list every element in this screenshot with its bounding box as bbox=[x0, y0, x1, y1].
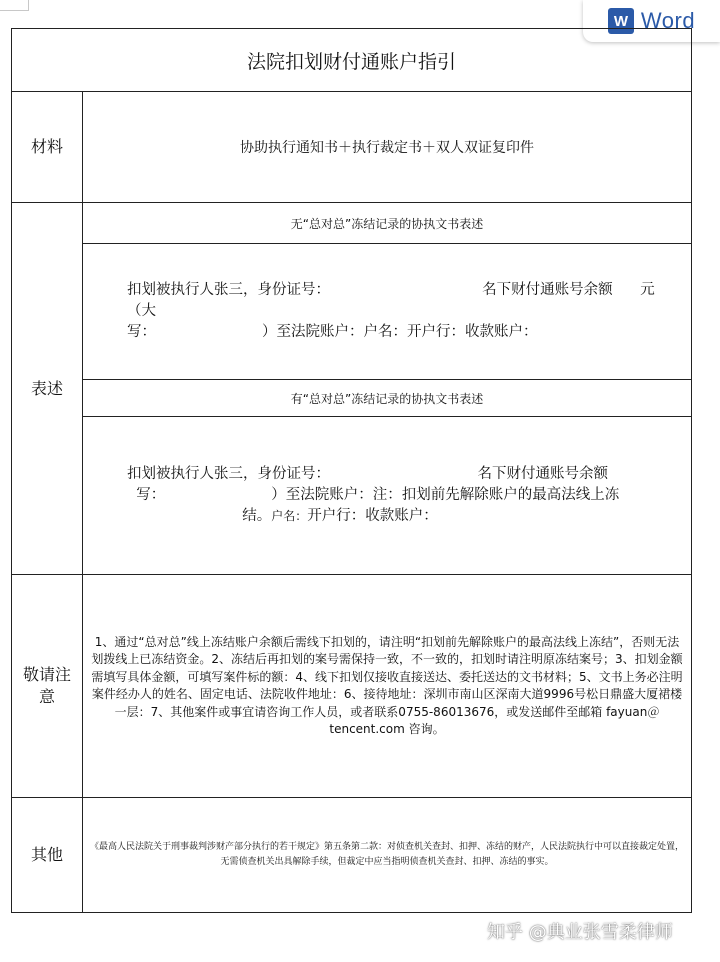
notes-content: 1、通过“总对总”线上冻结账户余额后需线下扣划的，请注明“扣划前先解除账户的最高法线上冻结”，否则无法划拨线上已冻结资金。2、冻结后再扣划的案号需保持一致，不一致的，扣划时请注明原冻结案号；3、扣划金额需填写具体金额，可填写案件标的额：4、线下扣划仅接收直接送达、委托送达的文书材料；5、文书上务必注明案件经办人的姓名、固定电话、法院收件地址：6、接待地址：深圳市南山区深南大道9996号松日鼎盛大厦裙楼一层：7、其他案件或事宜请咨询工作人员，或者联系0755-86013676，或发送邮件至邮箱 fayuan＠tencent.com 咨询。 bbox=[83, 575, 692, 798]
no-freeze-statement bbox=[83, 244, 692, 380]
watermark-text: 知乎 @典业张雪柔律师 bbox=[487, 922, 673, 943]
no-freeze-part3: 元（大 bbox=[127, 282, 655, 319]
materials-label: 材料 bbox=[12, 92, 83, 203]
guide-table bbox=[11, 28, 692, 913]
other-label: 其他 bbox=[12, 798, 83, 913]
freeze-part4: ）至法院账户：注：扣划前先解除账户的最高法线上冻 bbox=[271, 487, 620, 503]
statement-label: 表述 bbox=[12, 203, 83, 575]
no-freeze-heading: 无“总对总”冻结记录的协执文书表述 bbox=[83, 203, 692, 244]
freeze-part6: 户名： bbox=[271, 509, 308, 523]
freeze-statement bbox=[83, 417, 692, 575]
word-app-name: Word bbox=[640, 8, 696, 33]
no-freeze-part5: ）至法院账户：户名：开户行：收款账户： bbox=[262, 324, 538, 340]
freeze-part5: 结。 bbox=[242, 508, 272, 524]
freeze-heading: 有“总对总”冻结记录的协执文书表述 bbox=[83, 380, 692, 417]
freeze-part3: 写： bbox=[136, 487, 166, 503]
word-logo-icon: W bbox=[608, 8, 634, 34]
page-corner-mark bbox=[0, 0, 29, 11]
no-freeze-part4: 写： bbox=[127, 324, 156, 340]
materials-content: 协助执行通知书＋执行裁定书＋双人双证复印件 bbox=[83, 92, 692, 203]
freeze-part7: 开户行：收款账户： bbox=[307, 508, 438, 524]
no-freeze-part1: 扣划被执行人张三，身份证号： bbox=[127, 282, 330, 298]
other-content: 《最高人民法院关于刑事裁判涉财产部分执行的若干规定》第五条第二款：对侦查机关查封、扣押、冻结的财产，人民法院执行中可以直接裁定处置，无需侦查机关出具解除手续，但裁定中应当指明侦查机关查封、扣押、冻结的事实。 bbox=[83, 798, 692, 913]
no-freeze-part2: 名下财付通账号余额 bbox=[482, 282, 613, 298]
freeze-part2: 名下财付通账号余额 bbox=[477, 466, 608, 482]
document-title: 法院扣划财付通账户指引 bbox=[12, 29, 692, 92]
notes-label: 敬请注意 bbox=[12, 575, 83, 798]
freeze-part1: 扣划被执行人张三，身份证号： bbox=[127, 466, 330, 482]
